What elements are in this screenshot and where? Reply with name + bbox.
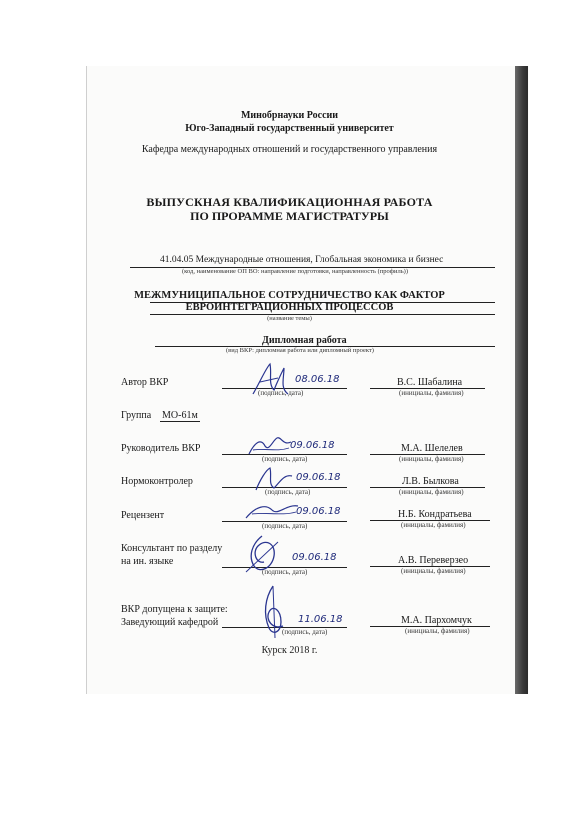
supervisor-name: М.А. Шелелев	[401, 443, 463, 454]
topic-underline2	[150, 314, 495, 315]
work-type-value: Дипломная работа	[262, 335, 347, 346]
reviewer-label: Рецензент	[121, 510, 165, 521]
supervisor-sign-hint: (подпись, дата)	[262, 455, 308, 463]
head-date: 11.06.18	[298, 614, 343, 625]
normcontroller-label: Нормоконтролер	[121, 476, 193, 487]
consultant-date: 09.06.18	[292, 552, 337, 563]
program-hint: (код, наименование ОП ВО: направление подготовки, направленность (профиль))	[182, 268, 408, 275]
author-name: В.С. Шабалина	[397, 377, 463, 388]
reviewer-date: 09.06.18	[296, 506, 341, 517]
author-name-hint: (инициалы, фамилия)	[399, 389, 464, 397]
work-type-hint: (вид ВКР: дипломная работа или дипломный проект)	[226, 347, 374, 354]
group-value: МО-61м	[162, 410, 198, 421]
ministry-line: Минобрнауки России	[240, 110, 339, 121]
city-year: Курск 2018 г.	[261, 645, 318, 656]
university-line: Юго-Западный государственный университет	[185, 123, 394, 134]
consultant-label2: на ин. языке	[121, 556, 174, 567]
reviewer-name: Н.Б. Кондратьева	[398, 509, 472, 520]
program-value: 41.04.05 Международные отношения, Глобальная экономика и бизнес	[160, 255, 444, 265]
scan-edge-shadow	[515, 66, 528, 694]
supervisor-label: Руководитель ВКР	[121, 443, 201, 454]
topic-line2: ЕВРОИНТЕГРАЦИОННЫХ ПРОЦЕССОВ	[185, 302, 394, 313]
normcontroller-sign-hint: (подпись, дата)	[265, 488, 311, 496]
work-title-line2: ПО ПРОРАММЕ МАГИСТРАТУРЫ	[190, 209, 389, 223]
consultant-name-hint: (инициалы, фамилия)	[401, 567, 466, 575]
author-label: Автор ВКР	[121, 377, 169, 388]
reviewer-signature	[242, 498, 302, 524]
normcontroller-name-hint: (инициалы, фамилия)	[399, 488, 464, 496]
normcontroller-name: Л.В. Былкова	[402, 476, 459, 487]
head-name: М.А. Пархомчук	[401, 615, 472, 626]
department-line: Кафедра международных отношений и государственного управления	[141, 144, 438, 155]
consultant-name: А.В. Переверзео	[398, 555, 469, 566]
consultant-sign-hint: (подпись, дата)	[262, 568, 308, 576]
admission-label: ВКР допущена к защите:	[121, 604, 228, 615]
head-label: Заведующий кафедрой	[121, 617, 219, 628]
supervisor-date: 09.06.18	[290, 440, 335, 451]
consultant-label: Консультант по разделу	[121, 543, 223, 554]
author-date: 08.06.18	[295, 374, 340, 385]
supervisor-name-hint: (инициалы, фамилия)	[399, 455, 464, 463]
topic-line1: МЕЖМУНИЦИПАЛЬНОЕ СОТРУДНИЧЕСТВО КАК ФАКТОР	[134, 290, 445, 301]
topic-hint: (название темы)	[267, 315, 312, 322]
normcontroller-date: 09.06.18	[296, 472, 341, 483]
reviewer-name-hint: (инициалы, фамилия)	[401, 521, 466, 529]
reviewer-sign-hint: (подпись, дата)	[262, 522, 308, 530]
head-name-hint: (инициалы, фамилия)	[405, 627, 470, 635]
head-sign-hint: (подпись, дата)	[282, 628, 328, 636]
author-sign-hint: (подпись, дата)	[258, 389, 304, 397]
group-underline	[160, 421, 200, 422]
work-title-line1: ВЫПУСКНАЯ КВАЛИФИКАЦИОННАЯ РАБОТА	[146, 195, 433, 209]
group-label: Группа	[121, 410, 152, 421]
